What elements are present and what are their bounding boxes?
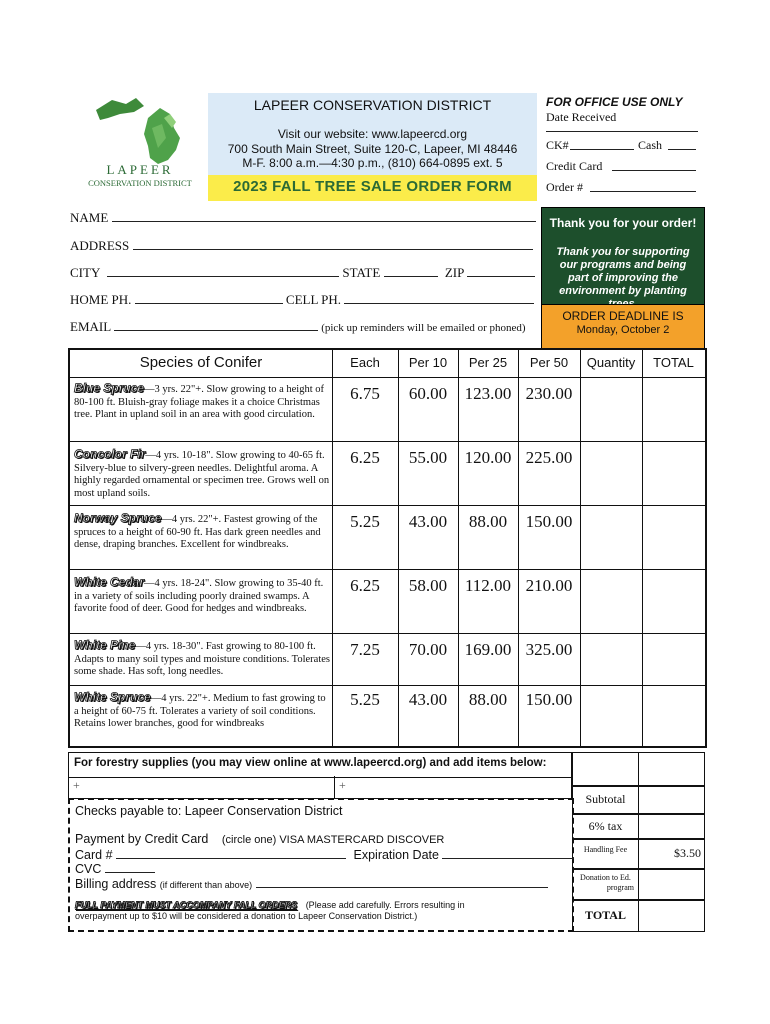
date-received-line[interactable] (546, 125, 698, 132)
species-name: White Cedar (74, 575, 145, 589)
plus-icon: + (339, 778, 346, 792)
quantity-cell[interactable] (581, 570, 642, 633)
subtotal-label-cell (572, 785, 639, 815)
price-each: 6.25 (350, 448, 380, 467)
price-per50: 325.00 (525, 640, 573, 659)
expiration-field[interactable] (442, 846, 574, 859)
logo-line1: LAPEER (106, 162, 174, 177)
species-desc: —3 yrs. 22"+. Slow growing to a height of 80-100 ft. Bluish-gray foliage makes it a choice Christmas tree. Plant in upland soil in an area with good circulation. (74, 384, 324, 420)
email-field[interactable] (114, 318, 318, 331)
species-name: Norway Spruce (74, 511, 162, 525)
handling-value-cell (638, 838, 705, 870)
deadline-date: Monday, October 2 (576, 324, 670, 336)
full-payment-notice: FULL PAYMENT MUST ACCOMPANY FALL ORDERS (75, 900, 298, 910)
credit-card-label: Payment by Credit Card (75, 832, 209, 846)
donation-label-cell (572, 868, 639, 901)
price-each: 5.25 (350, 512, 380, 531)
supply-item-1[interactable] (68, 776, 335, 799)
supply-total-cell[interactable] (638, 752, 705, 787)
col-per10-header: Per 10 (408, 355, 448, 370)
city-row (70, 264, 535, 281)
price-per50: 150.00 (525, 512, 573, 531)
thank-you-body: Thank you for supporting our programs and being part of improving the environment by planting (556, 246, 690, 297)
zip-label: ZIP (444, 265, 464, 280)
office-use-section (546, 95, 706, 201)
phone-row (70, 291, 534, 308)
donation-label-1: Donation to Ed. (580, 873, 631, 882)
quantity-cell[interactable] (581, 686, 642, 744)
zip-field[interactable] (467, 264, 535, 277)
name-field[interactable] (112, 209, 536, 222)
supplies-header (68, 752, 572, 778)
order-table (68, 348, 707, 748)
email-label: EMAIL (70, 319, 111, 334)
address-row (70, 237, 533, 254)
species-desc: —4 yrs. 22"+. Medium to fast growing to a height of 60-75 ft. Tolerates a variety of soil conditions. Retains lower branches, good for windbreaks (74, 693, 326, 729)
billing-row (75, 875, 548, 891)
payment-section (68, 798, 574, 932)
species-desc: —4 yrs. 18-24". Slow growing to 35-40 ft. in a variety of soils including poorly drained swamps. A favorite food of deer. Good for hedges and windbreaks. (74, 578, 324, 614)
price-per25: 123.00 (464, 384, 512, 403)
hours-line: M-F. 8:00 a.m.—4:30 p.m., (810) 664-0895 ext. 5 (242, 156, 503, 170)
table-row-white-spruce (74, 691, 330, 731)
org-name: LAPEER CONSERVATION DISTRICT (253, 97, 492, 113)
credit-card-label: Credit Card (546, 159, 603, 173)
table-row-norway-spruce (74, 512, 330, 552)
address-field[interactable] (133, 237, 533, 250)
credit-card-row (75, 832, 444, 846)
total-cell[interactable] (643, 634, 705, 685)
donation-value[interactable] (638, 868, 705, 901)
price-per25: 88.00 (468, 690, 508, 709)
total-cell[interactable] (643, 570, 705, 633)
cash-line[interactable] (668, 135, 696, 150)
price-each: 5.25 (350, 690, 380, 709)
address-line: 700 South Main Street, Suite 120-C, Lapeer, MI 48446 (227, 142, 518, 156)
total-value[interactable] (638, 899, 705, 932)
credit-card-line[interactable] (612, 157, 696, 171)
logo-line2: CONSERVATION DISTRICT (88, 178, 192, 188)
total-cell[interactable] (643, 442, 705, 505)
email-note: (pick up reminders will be emailed or phoned) (321, 322, 526, 334)
price-per10: 58.00 (408, 576, 448, 595)
tax-label: 6% tax (588, 819, 623, 833)
ck-line[interactable] (570, 135, 634, 150)
billing-label: Billing address (75, 877, 157, 891)
price-per50: 230.00 (525, 384, 573, 403)
name-row (70, 209, 536, 226)
email-row (70, 318, 526, 335)
species-name: Blue Spruce (74, 381, 145, 395)
subtotal-value[interactable] (638, 785, 705, 815)
checks-payable: Checks payable to: Lapeer Conservation District (75, 804, 343, 818)
handling-amount: $3.50 (674, 846, 701, 860)
col-total-header: TOTAL (653, 355, 694, 370)
species-desc: —4 yrs. 10-18". Slow growing to 40-65 ft. Silvery-blue to silvery-green needles. Delightful aroma. A highly regarded ornamental or specimen tree. Grows well on most upland soils. (74, 450, 330, 499)
form-title: 2023 FALL TREE SALE ORDER FORM (233, 178, 512, 195)
price-each: 6.25 (350, 576, 380, 595)
quantity-cell[interactable] (581, 442, 642, 505)
price-per10: 43.00 (408, 512, 448, 531)
michigan-map-icon (78, 88, 202, 168)
cell-phone-label: CELL PH. (285, 292, 342, 307)
tax-label-cell (572, 813, 639, 840)
website-line: Visit our website: www.lapeercd.org (277, 127, 468, 141)
cell-phone-field[interactable] (344, 291, 534, 304)
price-per10: 70.00 (408, 640, 448, 659)
price-per10: 55.00 (408, 448, 448, 467)
total-cell[interactable] (643, 378, 705, 441)
price-per25: 169.00 (464, 640, 512, 659)
form-title-banner (208, 175, 537, 201)
price-per25: 120.00 (464, 448, 512, 467)
city-field[interactable] (107, 264, 339, 277)
card-type-options[interactable]: (circle one) VISA MASTERCARD DISCOVER (221, 834, 445, 846)
cvc-label: CVC (75, 862, 102, 876)
species-desc: —4 yrs. 18-30". Fast growing to 80-100 ft. Adapts to many soil types and moisture conditions. Tolerates some shade. Has soft, long needles. (74, 641, 330, 677)
table-row-white-cedar (74, 576, 330, 616)
cvc-row (75, 860, 155, 876)
state-field[interactable] (384, 264, 438, 277)
quantity-cell[interactable] (581, 634, 642, 685)
name-label: NAME (70, 210, 109, 225)
order-label: Order # (546, 180, 583, 194)
deadline-title: ORDER DEADLINE IS (562, 309, 684, 323)
table-row-white-pine (74, 639, 330, 679)
ck-label: CK# (546, 138, 569, 152)
handling-label: Handling Fee (583, 845, 628, 854)
price-per10: 60.00 (408, 384, 448, 403)
thank-you-box (541, 207, 705, 305)
price-per25: 88.00 (468, 512, 508, 531)
expiration-label: Expiration Date (353, 848, 439, 862)
payment-note-1 (75, 900, 465, 910)
price-per50: 210.00 (525, 576, 573, 595)
payment-note-text: (Please add carefully. Errors resulting in (305, 900, 465, 910)
subtotal-label: Subtotal (585, 792, 626, 806)
total-label-cell (572, 899, 639, 932)
price-per10: 43.00 (408, 690, 448, 709)
plus-icon: + (73, 778, 80, 792)
billing-field[interactable] (256, 875, 548, 888)
billing-note: (if different than above) (159, 880, 253, 890)
payment-note-2: overpayment up to $10 will be considered a donation to Lapeer Conservation District.) (75, 911, 418, 921)
price-each: 7.25 (350, 640, 380, 659)
home-phone-field[interactable] (135, 291, 283, 304)
home-phone-label: HOME PH. (70, 292, 132, 307)
total-cell[interactable] (643, 686, 705, 744)
donation-label-2: program (606, 883, 634, 892)
species-desc: —4 yrs. 22"+. Fastest growing of the spruces to a height of 60-90 ft. Has dark green needles and dense, draping branches. Excellent for windbreaks. (74, 514, 321, 550)
card-number-field[interactable] (116, 846, 346, 859)
quantity-cell[interactable] (581, 506, 642, 569)
price-per50: 150.00 (525, 690, 573, 709)
deadline-box (541, 304, 705, 350)
table-row-concolor-fir (74, 448, 330, 500)
order-line[interactable] (590, 178, 696, 192)
table-row-blue-spruce (74, 382, 330, 422)
cash-label: Cash (638, 138, 662, 152)
tax-value[interactable] (638, 813, 705, 840)
date-received-label: Date Received (546, 110, 617, 124)
supply-item-2[interactable] (334, 776, 572, 799)
species-name: Concolor Fir (74, 447, 146, 461)
price-per25: 112.00 (464, 576, 512, 595)
col-quantity-header: Quantity (586, 355, 636, 370)
supplies-note: For forestry supplies (you may view online at www.lapeercd.org) and add items below: (74, 757, 547, 769)
total-label: TOTAL (585, 908, 626, 922)
handling-label-cell (572, 838, 639, 870)
species-name: White Pine (74, 638, 136, 652)
quantity-cell[interactable] (581, 378, 642, 441)
col-species-header: Species of Conifer (139, 354, 263, 371)
price-each: 6.75 (350, 384, 380, 403)
cvc-field[interactable] (105, 860, 155, 873)
col-per50-header: Per 50 (529, 355, 569, 370)
price-per50: 225.00 (525, 448, 573, 467)
col-per25-header: Per 25 (468, 355, 508, 370)
state-label: STATE (342, 265, 381, 280)
species-name: White Spruce (74, 690, 151, 704)
header-banner (208, 93, 537, 175)
total-cell[interactable] (643, 506, 705, 569)
supply-qty-cell[interactable] (572, 752, 639, 787)
col-each-header: Each (350, 355, 380, 370)
thank-you-title: Thank you for your order! (549, 216, 697, 230)
card-number-label: Card # (75, 848, 113, 862)
office-use-title: FOR OFFICE USE ONLY (546, 95, 683, 109)
city-label: CITY (70, 265, 100, 280)
address-label: ADDRESS (70, 238, 130, 253)
district-logo (78, 88, 202, 192)
